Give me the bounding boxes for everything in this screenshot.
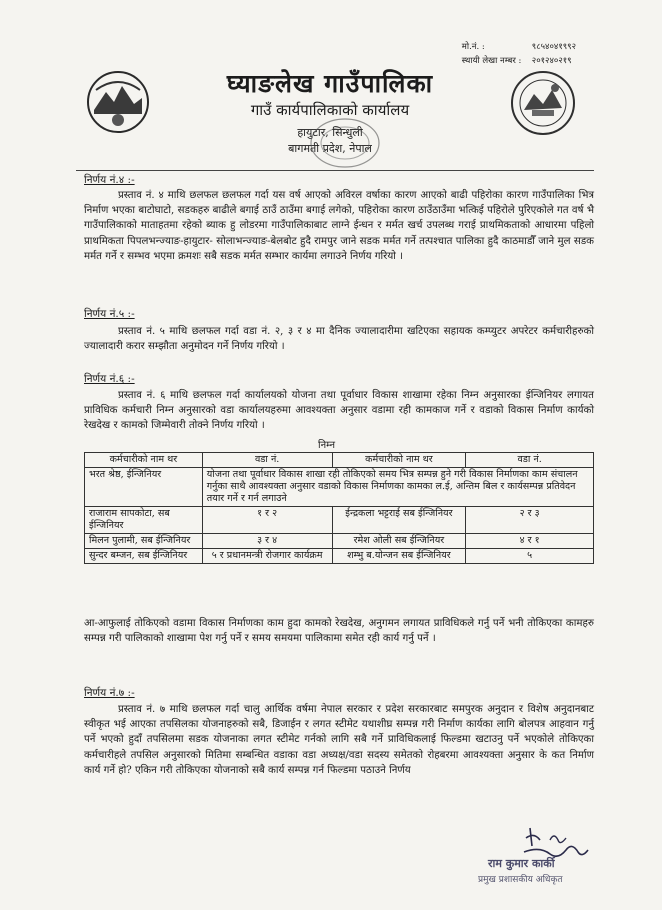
mobile-label: मो.नं. :: [461, 42, 485, 52]
decision-6-title: निर्णय नं.६ :-: [84, 373, 135, 385]
table-cell: ईन्द्रकला भट्टराई सब ईन्जिनियर: [332, 507, 466, 534]
table-header-cell: कर्मचारीको नाम थर: [85, 453, 203, 468]
signatory-name: राम कुमार कार्की: [488, 857, 555, 870]
municipality-logo-icon: [510, 70, 576, 136]
office-stamp-icon: [308, 116, 382, 170]
nepal-emblem-icon: [86, 70, 150, 134]
staff-assignment-table: [84, 452, 594, 564]
decision-5-title: निर्णय नं.५ :-: [84, 308, 135, 320]
table-row: [85, 468, 594, 507]
table-header-cell: वडा नं.: [466, 453, 594, 468]
table-cell: योजना तथा पूर्वाधार विकास शाखा रही तोकिएको समय भित्र सम्पन्न हुने गरी विकास निर्माणका काम संचालन गर्नुका साथै आवश्यक्ता अनुसार वडाको विकास निर्माणका कामका ल.ई, अन्तिम बिल र कार्यसम्पन्न प्रतिवेदन तयार गर्ने र गर्न लगाउने: [202, 468, 593, 507]
decision-7-title: निर्णय नं.७ :-: [84, 687, 135, 699]
table-cell: मिलन पुलामी, सब ईन्जिनियर: [85, 534, 203, 549]
decision-6-body: प्रस्ताव नं. ६ माथि छलफल गर्दा कार्यालयको योजना तथा पूर्वाधार विकास शाखामा रहेका निम्न अनुसारका ईन्जिनियर लगायत प्राविधिक कर्मचारी निम्न अनुसारको वडा कार्यालयहरुमा आवश्यक्ता अनुसार वडामा रही कामकाज गर्ने र वडाको विकास निर्माण कार्यको रेखदेख र कामको जिम्मेवारी तोक्ने निर्णय गरियो ।: [84, 390, 594, 432]
decision-4-body: प्रस्ताव नं. ४ माथि छलफल छलफल गर्दा यस वर्ष आएको अविरल वर्षाका कारण आएको बाढी पहिरोका कारण गाउँपालिका भित्र निर्माण भएका बाटोघाटो, सडकहरु बाढीले बगाई ठाउँ ठाउँमा बगाई लगेको, पहिरोका कारण ठाउँठाउँमा भत्किई पहिरोले पुरिएकोले गत वर्ष भै गाउँपालिकाको माताहतमा रहेको ब्याक हु लोडरमा गाउँपालिकाबाट लाग्ने ईन्धन र मर्मत खर्च उपलब्ध गराई प्राथमिकताको आधारमा पहिलो प्राथमिकता पिपलभन्ज्याङ-हायुटार- सोलाभन्ज्याङ-बेलबोट हुदै रामपुर जाने सडक मर्मत गर्ने तत्पश्चात पालिका हुदै काठमाडौँ जाने मुल सडक मर्मत गर्ने र सम्भव भएमा क्रमशः सबै सडक मर्मत सम्भार कार्यमा लगाउने निर्णय गरियो ।: [84, 190, 594, 262]
table-cell: ५: [466, 549, 594, 564]
table-cell: भरत श्रेष्ठ, ईन्जिनियर: [85, 468, 203, 507]
header-divider: [76, 170, 594, 171]
decision-7-body: प्रस्ताव नं. ७ माथि छलफल गर्दा चालु आर्थिक वर्षमा नेपाल सरकार र प्रदेश सरकारबाट समपुरक अनुदान र विशेष अनुदानबाट स्वीकृत भई आएका तपसिलका योजनाहरुको सबै, डिजाईन र लगत स्टीमेट यथाशीघ्र सम्पन्न गरी निर्माण कार्यका लागि बोलपत्र आहवान गर्नु पर्ने भएको हुदाँ तपसिलमा सडक योजनाका लगत स्टीमेट गर्नको लागि सबै गर्ने प्राविधिकलाई फिल्डमा खटाउनु पर्ने भएकोले तोकिएका कर्मचारीहले तपसिल अनुसारको मितिमा सम्बन्धित वडाका वडा अध्यक्ष/वडा सदस्य समेतको रोहबरमा आवश्यक्ता अनुसार के कत निर्माण कार्य गर्ने हो? एकिन गरी तोकिएका योजनाको सबै कार्य सम्पन्न गर्न फिल्डमा पठाउने निर्णय: [84, 704, 594, 776]
office-subtitle: गाउँ कार्यपालिकाको कार्यालय: [250, 101, 410, 119]
table-cell: रमेश ओली सब ईन्जिनियर: [332, 534, 466, 549]
table-row: [85, 549, 594, 564]
pan-label: स्थायी लेखा नम्बर :: [461, 56, 522, 66]
table-caption: निम्न: [318, 440, 336, 451]
table-cell: राजाराम सापकोटा, सब ईन्जिनियर: [85, 507, 203, 534]
pan-value: २०१२४०२१९: [531, 56, 572, 66]
decision-6-text: [84, 388, 594, 434]
table-header-row: [85, 453, 594, 468]
table-cell: ५ र प्रधानमन्त्री रोजगार कार्यक्रम: [202, 549, 332, 564]
contact-block: [462, 40, 576, 68]
office-place: हायुटार, सिन्धुली: [297, 126, 363, 139]
office-title: घ्याङलेख गाउँपालिका: [226, 69, 434, 98]
decision-5-body: प्रस्ताव नं. ५ माथि छलफल गर्दा वडा नं. २, ३ र ४ मा दैनिक ज्यालादारीमा खटिएका सहायक कम्प्युटर अपरेटर कर्मचारीहरुको ज्यालादारी करार सम्झौता अनुमोदन गर्ने निर्णय गरियो ।: [84, 326, 594, 353]
office-province: बागमती प्रदेश, नेपाल: [288, 142, 372, 155]
table-cell: ३ र ४: [202, 534, 332, 549]
table-cell: २ र ३: [466, 507, 594, 534]
signatory-designation: प्रमुख प्रशासकीय अधिकृत: [478, 875, 563, 885]
decision-7-text: [84, 702, 594, 778]
decision-4-title: निर्णय नं.४ :-: [84, 174, 135, 186]
decision-4-text: [84, 188, 594, 264]
table-cell: ४ र १: [466, 534, 594, 549]
decision-6-after: आ-आफुलाई तोकिएको वडामा विकास निर्माणका काम हुदा कामको रेखदेख, अनुगमन लगायत प्राविधिकले गर्नु पर्ने भनी तोकिएका कामहरु सम्पन्न गरी पालिकाको शाखामा पेश गर्नु पर्ने र समय समयमा पालिकामा समेत रही कार्य गर्नु पर्ने ।: [84, 618, 594, 645]
mobile-value: ९८५४०४१९९२: [531, 42, 576, 52]
table-header-cell: वडा नं.: [202, 453, 332, 468]
table-row: [85, 534, 594, 549]
table-cell: १ र २: [202, 507, 332, 534]
table-cell: शम्भु ब.योन्जन सब ईन्जिनियर: [332, 549, 466, 564]
decision-5-text: [84, 324, 594, 354]
table-row: [85, 507, 594, 534]
table-header-cell: कर्मचारीको नाम थर: [332, 453, 466, 468]
table-cell: सुन्दर बम्जन, सब ईन्जिनियर: [85, 549, 203, 564]
